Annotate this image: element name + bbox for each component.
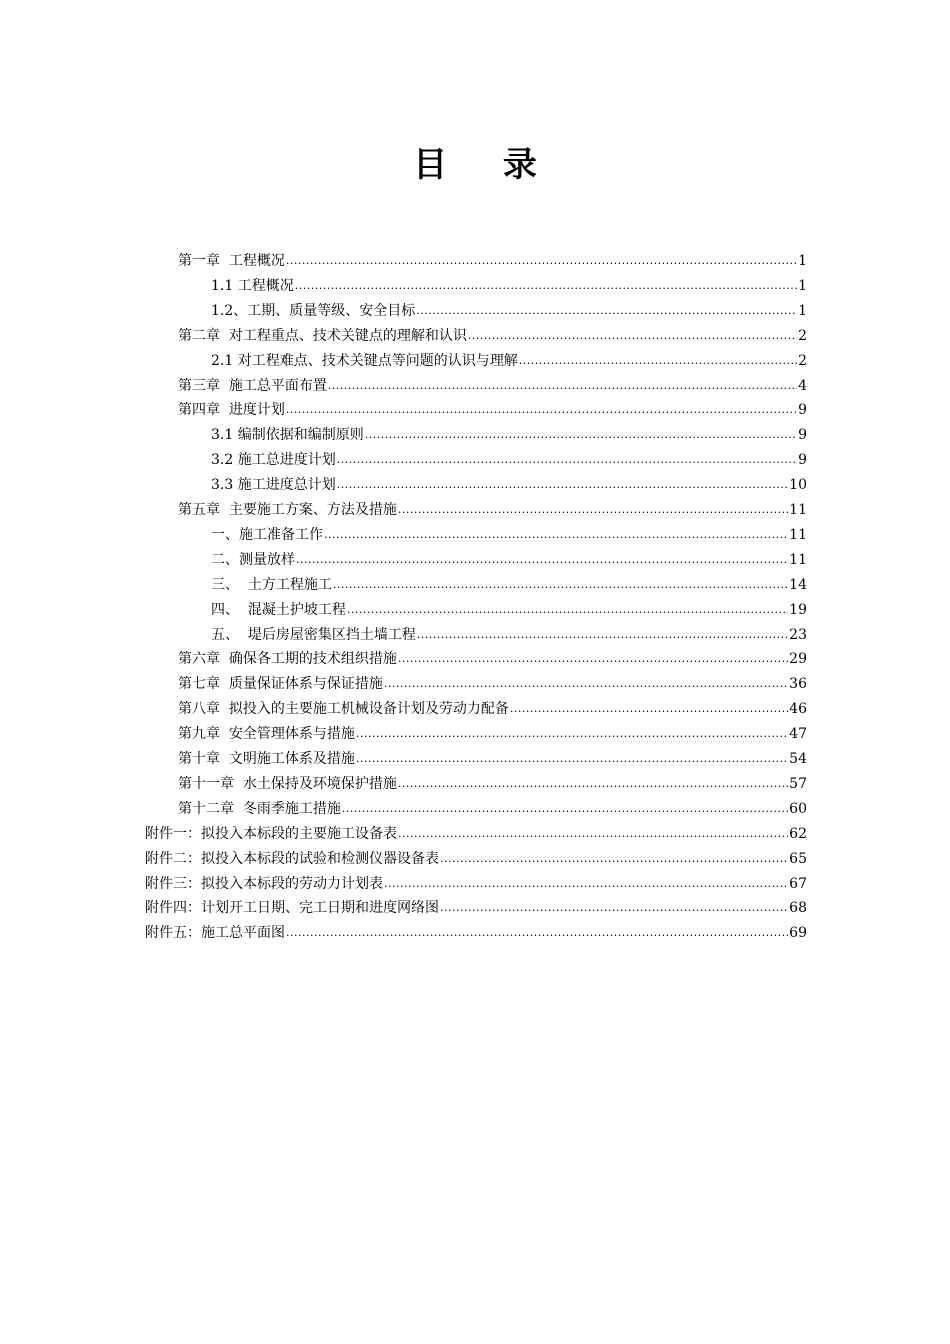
toc-entry-title: 五、 堤后房屋密集区挡土墙工程 <box>211 626 416 643</box>
toc-entry[interactable] <box>211 271 807 295</box>
toc-entry[interactable] <box>211 346 807 370</box>
toc-entry-page-number: 62 <box>789 825 807 842</box>
toc-entry-page-number: 47 <box>789 726 807 743</box>
toc-entry-page-number: 69 <box>789 925 807 942</box>
toc-entry-title: 1.1 工程概况 <box>211 277 294 294</box>
toc-dot-leader <box>295 277 797 295</box>
toc-entry-title: 一、施工准备工作 <box>211 526 323 543</box>
toc-entry-page-number: 9 <box>798 402 807 419</box>
toc-entry-page-number: 23 <box>789 626 807 643</box>
toc-dot-leader <box>398 825 788 843</box>
toc-entry-title: 附件二：拟投入本标段的试验和检测仪器设备表 <box>145 850 439 867</box>
toc-dot-leader <box>337 451 797 469</box>
toc-entry[interactable] <box>145 844 807 868</box>
toc-entry-page-number: 54 <box>789 751 807 767</box>
toc-entry[interactable] <box>178 371 807 395</box>
toc-dot-leader <box>324 526 788 544</box>
toc-entry[interactable] <box>211 570 807 594</box>
toc-entry[interactable] <box>211 445 807 469</box>
toc-entry-title: 3.3 施工进度总计划 <box>211 477 336 494</box>
toc-entry-title: 四、 混凝土护坡工程 <box>211 601 346 618</box>
toc-entry[interactable] <box>178 719 807 743</box>
toc-entry[interactable] <box>211 620 807 644</box>
toc-entry-page-number: 11 <box>789 526 807 543</box>
toc-entry-page-number: 9 <box>798 452 807 469</box>
toc-entry-page-number: 67 <box>789 875 807 892</box>
toc-entry-title: 3.1 编制依据和编制原则 <box>211 427 364 444</box>
toc-entry[interactable] <box>145 918 807 942</box>
toc-entry-page-number: 11 <box>789 502 807 518</box>
toc-entry-page-number: 1 <box>798 253 807 269</box>
toc-entry[interactable] <box>178 744 807 768</box>
toc-dot-leader <box>398 775 788 793</box>
toc-dot-leader <box>398 501 788 519</box>
toc-entry-title: 第七章 质量保证体系与保证措施 <box>178 676 383 693</box>
toc-entry-title: 第十章 文明施工体系及措施 <box>178 751 355 767</box>
toc-entry-title: 第九章 安全管理体系与措施 <box>178 726 355 743</box>
toc-dot-leader <box>356 725 788 743</box>
toc-dot-leader <box>328 377 797 395</box>
toc-entry[interactable] <box>178 395 807 419</box>
toc-entry[interactable] <box>178 321 807 345</box>
toc-dot-leader <box>440 899 788 917</box>
toc-entry-page-number: 57 <box>789 775 807 792</box>
toc-entry[interactable] <box>178 644 807 668</box>
toc-entry[interactable] <box>211 520 807 544</box>
toc-entry[interactable] <box>211 595 807 619</box>
toc-dot-leader <box>286 252 797 270</box>
toc-entry-page-number: 14 <box>789 576 807 593</box>
toc-entry-title: 附件五：施工总平面图 <box>145 925 285 942</box>
toc-dot-leader <box>519 352 797 370</box>
toc-entry[interactable] <box>211 420 807 444</box>
toc-entry-title: 第十一章 水土保持及环境保护措施 <box>178 775 397 792</box>
toc-dot-leader <box>365 426 797 444</box>
toc-entry-title: 第二章 对工程重点、技术关键点的理解和认识 <box>178 327 467 344</box>
toc-entry-page-number: 29 <box>789 651 807 668</box>
toc-entry[interactable] <box>211 296 807 320</box>
toc-entry[interactable] <box>211 545 807 569</box>
toc-entry-page-number: 11 <box>789 551 807 568</box>
toc-entry-title: 2.1 对工程难点、技术关键点等问题的认识与理解 <box>211 352 518 369</box>
toc-entry-page-number: 9 <box>798 427 807 444</box>
toc-entry-page-number: 1 <box>798 302 807 319</box>
toc-entry-page-number: 46 <box>789 701 807 718</box>
toc-entry-page-number: 1 <box>798 277 807 294</box>
toc-entry[interactable] <box>178 495 807 519</box>
toc-dot-leader <box>417 626 788 644</box>
toc-dot-leader <box>337 476 788 494</box>
toc-entry[interactable] <box>145 869 807 893</box>
toc-dot-leader <box>347 601 788 619</box>
toc-dot-leader <box>286 924 788 942</box>
toc-dot-leader <box>468 327 797 345</box>
toc-entry-title: 第五章 主要施工方案、方法及措施 <box>178 502 397 518</box>
toc-entry-title: 三、 土方工程施工 <box>211 576 332 593</box>
toc-entry-title: 1.2、工期、质量等级、安全目标 <box>211 302 416 319</box>
toc-entry-page-number: 10 <box>789 477 807 494</box>
toc-entry-title: 第三章 施工总平面布置 <box>178 377 327 394</box>
toc-dot-leader <box>398 650 788 668</box>
toc-dot-leader <box>416 302 797 320</box>
toc-dot-leader <box>440 850 788 868</box>
toc-entry-title: 附件四：计划开工日期、完工日期和进度网络图 <box>145 900 439 917</box>
toc-entry-title: 第四章 进度计划 <box>178 402 285 419</box>
toc-dot-leader <box>384 675 788 693</box>
toc-entry-page-number: 68 <box>789 900 807 917</box>
toc-entry[interactable] <box>178 694 807 718</box>
toc-dot-leader <box>286 401 797 419</box>
toc-dot-leader <box>296 551 788 569</box>
toc-entry-page-number: 36 <box>789 676 807 693</box>
toc-entry[interactable] <box>178 769 807 793</box>
toc-entry-page-number: 2 <box>798 327 807 344</box>
toc-dot-leader <box>510 700 788 718</box>
toc-entry[interactable] <box>145 893 807 917</box>
toc-entry-title: 附件三：拟投入本标段的劳动力计划表 <box>145 875 383 892</box>
page-title: 目 录 <box>413 145 559 185</box>
toc-entry-page-number: 19 <box>789 601 807 618</box>
toc-entry-title: 二、测量放样 <box>211 551 295 568</box>
toc-entry-title: 第十二章 冬雨季施工措施 <box>178 800 341 817</box>
toc-entry[interactable] <box>178 669 807 693</box>
toc-entry-title: 第六章 确保各工期的技术组织措施 <box>178 651 397 668</box>
toc-dot-leader <box>333 576 788 594</box>
toc-entry-title: 第八章 拟投入的主要施工机械设备计划及劳动力配备 <box>178 701 509 718</box>
toc-entry-page-number: 60 <box>789 800 807 817</box>
toc-entry-title: 3.2 施工总进度计划 <box>211 452 336 469</box>
toc-entry[interactable] <box>145 819 807 843</box>
toc-dot-leader <box>384 875 788 893</box>
toc-dot-leader <box>342 800 788 818</box>
toc-entry[interactable] <box>178 246 807 270</box>
toc-entry-page-number: 65 <box>789 850 807 867</box>
toc-dot-leader <box>356 750 788 768</box>
toc-entry-page-number: 2 <box>798 352 807 369</box>
toc-entry-page-number: 4 <box>798 377 807 394</box>
toc-entry[interactable] <box>211 470 807 494</box>
toc-entry-title: 第一章 工程概况 <box>178 253 285 269</box>
toc-entry-title: 附件一：拟投入本标段的主要施工设备表 <box>145 825 397 842</box>
toc-entry[interactable] <box>178 794 807 818</box>
